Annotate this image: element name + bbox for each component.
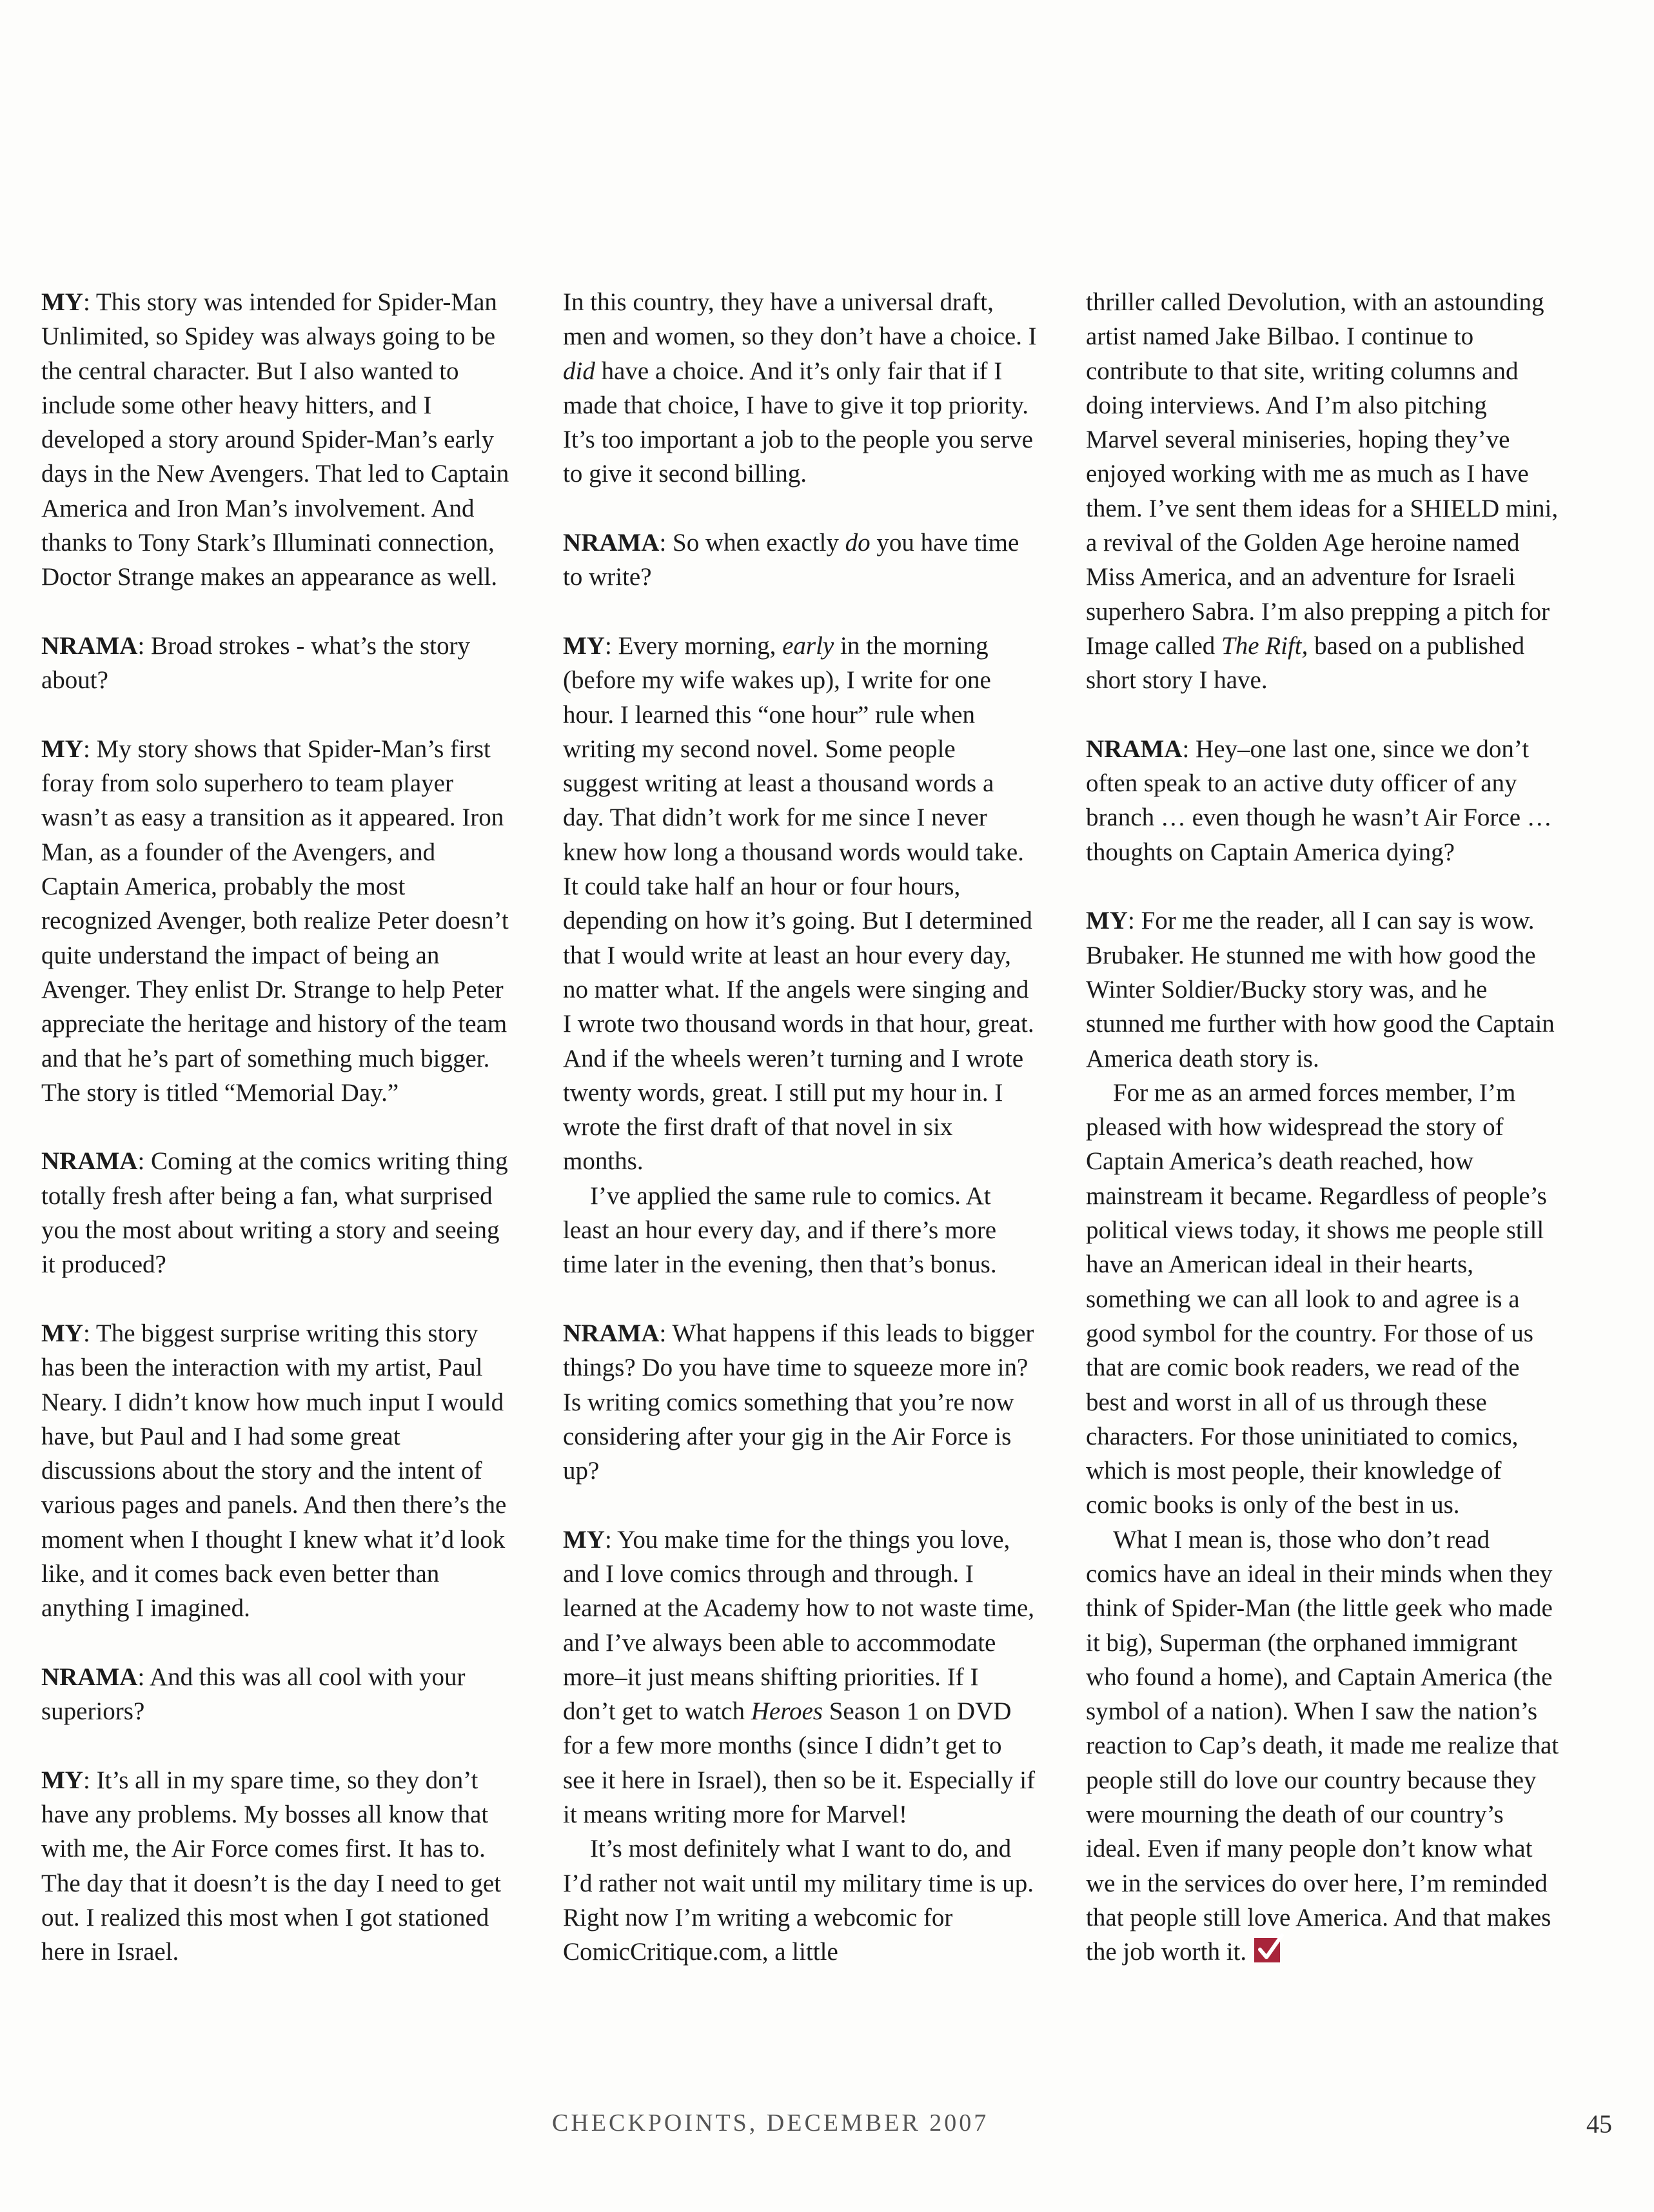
paragraph-continued xyxy=(1086,1523,1563,1970)
paragraph-text: : You make time for the things you love, and I love comics through and through. I learned at the Academy how to not waste time, and I’ve always been able to accommodate more–it just means shifting priorities. If I don’t get to watch xyxy=(563,1525,1035,1726)
paragraph-text: Season 1 on DVD for a few more months (since I didn’t get to see it here in Israel), then so be it. Especially if it means writing more for Marvel! xyxy=(563,1697,1036,1829)
paragraph-text: thriller called Devolution, with an astounding artist named Jake Bilbao. I continue to contribute to that site, writing columns and doing interviews. And I’m also pitching Marvel several miniseries, hoping they’ve enjoyed working with me as much as I have them. I’ve sent them ideas for a SHIELD mini, a revival of the Golden Age heroine named Miss America, and an adventure for Israeli superhero Sabra. I’m also prepping a pitch for Image called xyxy=(1086,288,1559,660)
paragraph-continued xyxy=(563,1832,1037,1969)
publication-footer: CHECKPOINTS, DECEMBER 2007 xyxy=(552,2109,989,2137)
paragraph-text: : Hey–one last one, since we don’t often speak to an active duty officer of any branch … even though he wasn’t Air Force … thoughts on Captain America dying? xyxy=(1086,735,1552,866)
paragraph xyxy=(41,285,515,595)
paragraph-text: you have time to write? xyxy=(563,529,1019,591)
paragraph xyxy=(563,629,1037,1179)
speaker-label: NRAMA xyxy=(563,529,660,557)
paragraph xyxy=(41,1144,515,1281)
paragraph xyxy=(563,1523,1037,1832)
emphasis-text: Heroes xyxy=(751,1697,823,1726)
paragraph-text: : So when exactly xyxy=(659,529,845,557)
paragraph-text: : And this was all cool with your superiors? xyxy=(41,1663,466,1726)
emphasis-text: do xyxy=(845,529,871,557)
emphasis-text: early xyxy=(782,631,834,660)
speaker-label: MY xyxy=(563,1525,605,1554)
paragraph-text: I’ve applied the same rule to comics. At least an hour every day, and if there’s more time later in the evening, then that’s bonus. xyxy=(563,1181,997,1279)
paragraph xyxy=(563,1316,1037,1488)
paragraph-text: : The biggest surprise writing this story has been the interaction with my artist, Paul Neary. I didn’t know how much input I would have, but Paul and I had some great discussions about the story and the intent of various pages and panels. And then there’s the moment when I thought I knew what it’d look like, and it comes back even better than anything I imagined. xyxy=(41,1319,507,1623)
speaker-label: MY xyxy=(41,735,83,763)
speaker-label: MY xyxy=(41,1766,83,1794)
page-number: 45 xyxy=(1586,2109,1612,2138)
paragraph xyxy=(41,1660,515,1729)
speaker-label: MY xyxy=(1086,907,1128,935)
paragraph-continued xyxy=(563,1179,1037,1282)
paragraph xyxy=(563,285,1037,491)
paragraph-continued xyxy=(1086,1076,1563,1523)
paragraph-text: : This story was intended for Spider-Man Unlimited, so Spidey was always going to be the central character. But I also wanted to include some other heavy hitters, and I developed a story around Spider-Man’s early days in the New Avengers. That led to Captain America and Iron Man’s involvement. And thanks to Tony Stark’s Illuminati connection, Doctor Strange makes an appearance as well. xyxy=(41,288,509,591)
paragraph-text: In this country, they have a universal draft, men and women, so they don’t have a choice. I xyxy=(563,288,1037,351)
paragraph-text: : My story shows that Spider-Man’s first foray from solo superhero to team player wasn’t as easy a transition as it appeared. Iron Man, as a founder of the Avengers, and Captain America, probably the most recognized Avenger, both realize Peter doesn’t quite understand the impact of being an Avenger. They enlist Dr. Strange to help Peter appreciate the heritage and history of the team and that he’s part of something much bigger. The story is titled “Memorial Day.” xyxy=(41,735,509,1107)
speaker-label: NRAMA xyxy=(1086,735,1183,763)
paragraph-text: It’s most definitely what I want to do, and I’d rather not wait until my military time is up. Right now I’m writing a webcomic for ComicCritique.com, a little xyxy=(563,1835,1034,1966)
article-column-2 xyxy=(563,285,1037,2004)
speaker-label: MY xyxy=(41,288,83,316)
paragraph-text: have a choice. And it’s only fair that if I made that choice, I have to give it top priority. It’s too important a job to the people you serve to give it second billing. xyxy=(563,357,1033,488)
checkmark-box-icon xyxy=(1254,1938,1280,1962)
paragraph-text: : Every morning, xyxy=(604,631,783,660)
speaker-label: MY xyxy=(41,1319,83,1347)
paragraph xyxy=(41,1316,515,1626)
paragraph-text: based on a published short story I have. xyxy=(1086,631,1525,695)
paragraph-text: : For me the reader, all I can say is wow. Brubaker. He stunned me with how good the Winter Soldier/Bucky story was, and he stunned me further with how good the Captain America death story is. xyxy=(1086,907,1555,1072)
speaker-label: NRAMA xyxy=(41,1147,138,1176)
speaker-label: NRAMA xyxy=(563,1319,660,1347)
speaker-label: NRAMA xyxy=(41,1663,138,1691)
paragraph-text: For me as an armed forces member, I’m pleased with how widespread the story of Captain America’s death reached, how mainstream it became. Regardless of people’s political views today, it shows me people still have an American ideal in their hearts, something we can all look to and agree is a good symbol for the country. For those of us that are comic book readers, we read of the best and worst in all of us through these characters. For those uninitiated to comics, which is most people, their knowledge of comic books is only of the best in us. xyxy=(1086,1078,1547,1519)
paragraph xyxy=(41,629,515,698)
paragraph-text: : Coming at the comics writing thing totally fresh after being a fan, what surprised you the most about writing a story and seeing it produced? xyxy=(41,1147,508,1279)
paragraph xyxy=(563,526,1037,595)
emphasis-text: The Rift, xyxy=(1221,631,1308,660)
article-column-1 xyxy=(41,285,515,2004)
paragraph xyxy=(41,1763,515,1970)
paragraph xyxy=(41,732,515,1110)
paragraph xyxy=(1086,904,1563,1075)
speaker-label: MY xyxy=(563,631,605,660)
speaker-label: NRAMA xyxy=(41,631,138,660)
paragraph-text: What I mean is, those who don’t read comics have an ideal in their minds when they think of Spider-Man (the little geek who made it big), Superman (the orphaned immigrant who found a home), and Captain America (the symbol of a nation). When I saw the nation’s reaction to Cap’s death, it made me realize that people still do love our country because they were mourning the death of our country’s ideal. Even if many people don’t know what we in the services do over here, I’m reminded that people still love America. And that makes the job worth it. xyxy=(1086,1525,1559,1966)
article-column-3 xyxy=(1086,285,1563,2004)
emphasis-text: did xyxy=(563,357,595,385)
paragraph-text: in the morning (before my wife wakes up), I write for one hour. I learned this “one hour” rule when writing my second novel. Some people suggest writing at least a thousand words a day. That didn’t work for me since I never knew how long a thousand words would take. It could take half an hour or four hours, depending on how it’s going. But I determined that I would write at least an hour every day, no matter what. If the angels were singing and I wrote two thousand words in that hour, great. And if the wheels weren’t turning and I wrote twenty words, great. I still put my hour in. I wrote the first draft of that novel in six months. xyxy=(563,631,1034,1176)
paragraph-text: : What happens if this leads to bigger things? Do you have time to squeeze more in? Is writing comics something that you’re now considering after your gig in the Air Force is up? xyxy=(563,1319,1034,1485)
paragraph-text: : It’s all in my spare time, so they don’t have any problems. My bosses all know that with me, the Air Force comes first. It has to. The day that it doesn’t is the day I need to get out. I realized this most when I got stationed here in Israel. xyxy=(41,1766,502,1966)
paragraph-text: : Broad strokes - what’s the story about? xyxy=(41,631,471,695)
paragraph xyxy=(1086,285,1563,698)
paragraph xyxy=(1086,732,1563,869)
